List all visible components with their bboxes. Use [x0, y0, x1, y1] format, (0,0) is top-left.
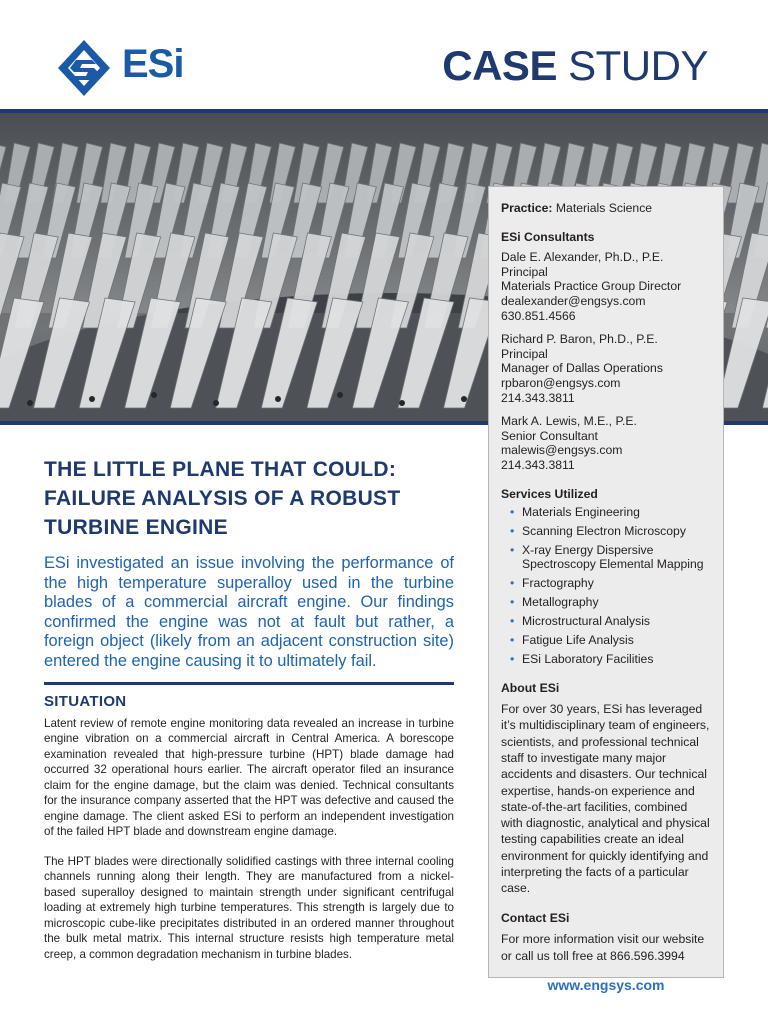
esi-logo-mark-icon [56, 38, 112, 98]
consultant-card [501, 332, 711, 405]
website-link[interactable]: www.engsys.com [547, 976, 665, 993]
consultant-phone: 214.343.3811 [501, 390, 575, 405]
article-headline: THE LITTLE PLANE THAT COULD: FAILURE ANALYSIS OF A ROBUST TURBINE ENGINE [44, 458, 401, 539]
section-title: SITUATION [44, 692, 127, 710]
consultant-card [501, 414, 711, 472]
consultant-title: Principal [501, 346, 548, 361]
consultant-email[interactable]: rpbaron@engsys.com [501, 375, 621, 390]
page-header [0, 0, 768, 110]
consultant-role: Materials Practice Group Director [501, 279, 682, 294]
article-lede: ESi investigated an issue involving the performance of the high temperature superalloy used in the turbine blades of a commercial aircraft engine. Our findings confirmed the engine was not at fault but rather, a foreign object (likely from an adjacent construction site) entered the engine causing it to ultimately fail. [44, 554, 454, 670]
contact-text: For more information visit our website or call us toll free at 866.596.3994 [501, 932, 705, 963]
service-item: • Microstructural Analysis [501, 614, 711, 629]
consultant-name: Richard P. Baron, Ph.D., P.E. [501, 332, 658, 347]
service-item: • X-ray Energy Dispersive Spectroscopy Elemental Mapping [501, 543, 711, 572]
consultant-email[interactable]: malewis@engsys.com [501, 443, 623, 458]
title-bold: CASE [442, 42, 557, 89]
document-type-title [442, 42, 708, 90]
consultant-email[interactable]: dealexander@engsys.com [501, 293, 646, 308]
service-item: • Fatigue Life Analysis [501, 633, 711, 648]
esi-logo [56, 38, 196, 98]
body-paragraph: The HPT blades were directionally solidified castings with three internal cooling channels running along their length. They are manufactured from a nickel-based superalloy designed to maintain strength under significant centrifugal loading at extremely high turbine temperatures. This strength is largely due to microscopic cube-like precipitates distributed in an ordered manner throughout the bulk metal matrix. This internal structure resists high temperature metal creep, a common degradation mechanism in turbine blades. [44, 854, 454, 961]
service-item: • Materials Engineering [501, 505, 711, 520]
logo-wordmark: ESi [122, 42, 184, 86]
info-sidebar [488, 186, 724, 993]
main-article [44, 455, 454, 962]
practice-value: Materials Science [555, 201, 653, 215]
contact-heading: Contact ESi [501, 910, 570, 925]
about-text: For over 30 years, ESi has leveraged it’s multidisciplinary team of engineers, scientists, and professional technical staff to investigate many major accidents and disasters. Our technical expertise, hands-on experience and state-of-the-art facilities, combined with diagnostic, analytical and physical testing capabilities create an ideal environment for quickly identifying and interpreting the facts of a particular case. [501, 702, 710, 896]
consultant-card [501, 250, 711, 323]
consultant-title: Senior Consultant [501, 428, 598, 443]
service-item: • Metallography [501, 595, 711, 610]
consultant-name: Mark A. Lewis, M.E., P.E. [501, 414, 637, 429]
consultant-role: Manager of Dallas Operations [501, 361, 663, 376]
consultants-heading: ESi Consultants [501, 229, 595, 244]
consultant-phone: 630.851.4566 [501, 308, 576, 323]
body-paragraph: Latent review of remote engine monitoring data revealed an increase in turbine engine vibration on a commercial aircraft in Central America. A borescope examination revealed that high-pressure turbine (HPT) blade damage had occurred 32 operational hours earlier. The aircraft operator filed an insurance claim for the engine damage, but the claim was denied. Technical consultants for the insurance company asserted that the HPT was defective and caused the engine damage. The client asked ESi to perform an independent investigation of the failed HPT blade and downstream engine damage. [44, 716, 454, 839]
section-divider [44, 682, 454, 685]
consultant-title: Principal [501, 264, 548, 279]
services-list [501, 505, 711, 666]
consultant-phone: 214.343.3811 [501, 457, 575, 472]
service-item: • Scanning Electron Microscopy [501, 524, 711, 539]
services-heading: Services Utilized [501, 486, 598, 501]
service-item: • ESi Laboratory Facilities [501, 652, 711, 667]
practice-label: Practice: [501, 201, 553, 215]
practice-line [501, 201, 711, 216]
service-item: • Fractography [501, 576, 711, 591]
consultant-name: Dale E. Alexander, Ph.D., P.E. [501, 250, 664, 265]
about-heading: About ESi [501, 680, 560, 695]
title-light: STUDY [568, 42, 708, 89]
